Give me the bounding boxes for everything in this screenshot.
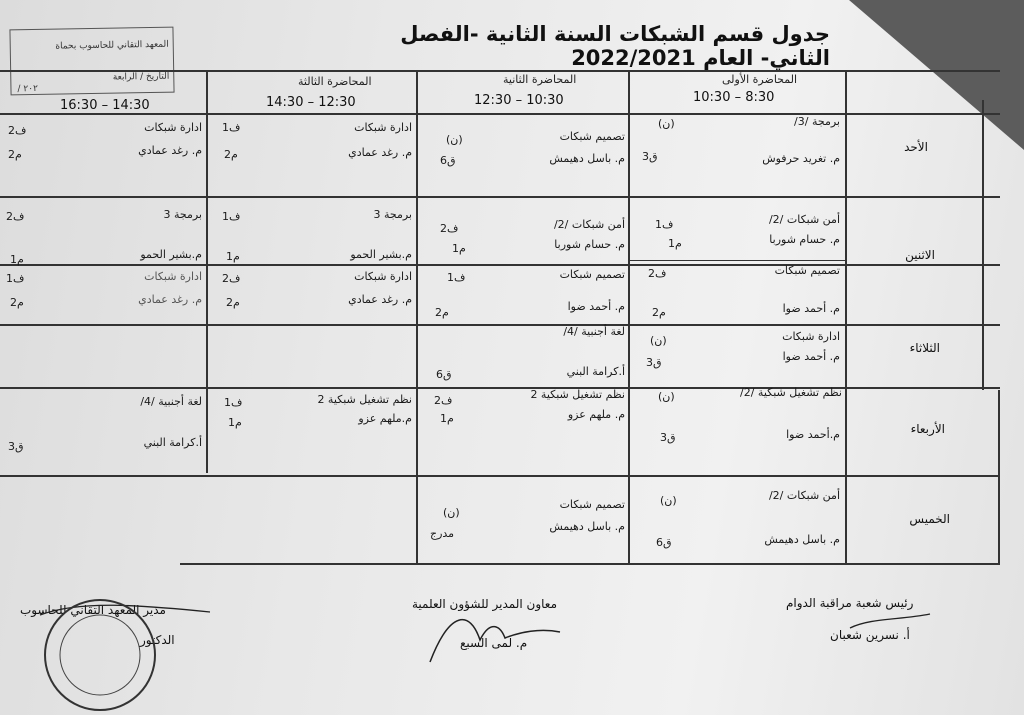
director-name: الدكتور — [140, 633, 175, 647]
teacher: م. أحمد ضوا — [567, 300, 625, 313]
teacher: م.أحمد ضوا — [786, 428, 840, 441]
group: ف2 — [6, 210, 25, 223]
director-title: مدير المعهد التقاني للحاسوب — [20, 603, 166, 617]
course: تصميم شبكات — [559, 130, 625, 143]
header-time-4: 16:30 – 14:30 — [60, 98, 150, 113]
deputy-director-title: معاون المدير للشؤون العلمية — [412, 597, 557, 611]
course: ادارة شبكات — [144, 121, 202, 134]
room: م1 — [10, 253, 24, 266]
tag: (ن) — [446, 133, 463, 146]
course: نظم تشغيل شبكية /2/ — [740, 386, 842, 399]
room: ق6 — [656, 536, 672, 549]
stamp-line-3: / ۲۰۲ — [17, 83, 38, 95]
room: م1 — [226, 250, 240, 263]
room: م2 — [652, 306, 666, 319]
group: ف1 — [222, 121, 241, 134]
teacher: م. رغد عمادي — [348, 293, 412, 306]
teacher: أ.كرامة البني — [566, 365, 625, 378]
tag: (ن) — [443, 506, 460, 519]
course: برمجة 3 — [373, 208, 412, 221]
teacher: م. رغد عمادي — [138, 293, 202, 306]
group: ف2 — [222, 272, 241, 285]
course: تصميم شبكات — [774, 264, 840, 277]
room: ق3 — [660, 431, 676, 444]
course: لغة أجنبية /4/ — [563, 325, 625, 338]
tag: (ن) — [658, 390, 675, 403]
stamp-line-1: المعهد التقاني للحاسوب بحماة — [55, 39, 169, 52]
teacher: م. باسل دهيمش — [549, 520, 625, 533]
course: تصميم شبكات — [559, 498, 625, 511]
teacher: أ.كرامة البني — [143, 436, 202, 449]
official-seal-icon — [45, 600, 155, 710]
group: ف1 — [447, 271, 466, 284]
header-time-3: 14:30 – 12:30 — [266, 95, 356, 110]
course: أمن شبكات /2/ — [553, 218, 625, 231]
teacher: م. رغد عمادي — [138, 144, 202, 157]
deputy-director-name: م. لمى السبع — [460, 636, 528, 650]
teacher: م. تغريد حرفوش — [762, 152, 840, 165]
teacher: م. أحمد ضوا — [782, 302, 840, 315]
course: ادارة شبكات — [782, 330, 840, 343]
page-title: جدول قسم الشبكات السنة الثانية -الفصل الثاني- العام 2022/2021 — [400, 22, 830, 70]
room: ق3 — [8, 440, 24, 453]
header-lecture-3: المحاضرة الثالثة — [298, 75, 372, 88]
room: ق6 — [436, 368, 452, 381]
day-thursday: الخميس — [909, 512, 950, 526]
institute-stamp-box — [9, 27, 174, 96]
official-seal-inner-ring — [60, 615, 140, 695]
room: م1 — [440, 412, 454, 425]
course: ادارة شبكات — [354, 270, 412, 283]
room: ق6 — [440, 154, 456, 167]
course: لغة أجنبية /4/ — [140, 395, 202, 408]
group: ف1 — [222, 210, 241, 223]
teacher: م. باسل دهيمش — [549, 152, 625, 165]
teacher: م.ملهم عزو — [358, 412, 412, 425]
deputy-signature-scribble — [430, 620, 560, 662]
room: م1 — [668, 237, 682, 250]
teacher: م. ملهم عزو — [567, 408, 625, 421]
group: ف2 — [8, 124, 27, 137]
room: م2 — [226, 296, 240, 309]
group: ف1 — [6, 272, 25, 285]
stamp-line-2: التاريخ / الرابعة — [112, 71, 170, 83]
day-sunday: الأحد — [904, 140, 928, 154]
attendance-signature-scribble — [850, 614, 930, 628]
room: ق3 — [642, 150, 658, 163]
room: ق3 — [646, 356, 662, 369]
course: أمن شبكات /2/ — [768, 489, 840, 502]
header-time-2: 12:30 – 10:30 — [474, 93, 564, 108]
teacher: م. باسل دهيمش — [764, 533, 840, 546]
day-tuesday: الثلاثاء — [909, 341, 940, 355]
teacher: م. حسام شوربا — [554, 238, 625, 251]
room: م2 — [8, 148, 22, 161]
group: ف2 — [434, 394, 453, 407]
course: نظم تشغيل شبكية 2 — [317, 393, 412, 406]
group: ف2 — [440, 222, 459, 235]
teacher: م.بشير الحمو — [140, 248, 202, 261]
room: م2 — [224, 148, 238, 161]
tag: (ن) — [660, 494, 677, 507]
teacher: م.بشير الحمو — [350, 248, 412, 261]
course: ادارة شبكات — [354, 121, 412, 134]
room: م1 — [452, 242, 466, 255]
course: ادارة شبكات — [144, 270, 202, 283]
group: ف2 — [648, 267, 667, 280]
course: برمجة /3/ — [794, 115, 840, 128]
room: مدرج — [430, 527, 455, 540]
attendance-head-title: رئيس شعبة مراقبة الدوام — [786, 596, 914, 610]
course: برمجة 3 — [163, 208, 202, 221]
room: م2 — [10, 296, 24, 309]
attendance-head-name: أ. نسرين شعبان — [830, 628, 910, 642]
room: م2 — [435, 306, 449, 319]
header-lecture-2: المحاضرة الثانية — [503, 73, 577, 86]
teacher: م. حسام شوربا — [769, 233, 840, 246]
teacher: م. أحمد ضوا — [782, 350, 840, 363]
day-wednesday: الأربعاء — [910, 422, 945, 436]
header-time-1: 10:30 – 8:30 — [693, 90, 775, 105]
header-lecture-1: المحاضرة الأولى — [722, 73, 798, 86]
course: تصميم شبكات — [559, 268, 625, 281]
signatures-and-seal — [0, 570, 1024, 715]
group: ف1 — [224, 396, 243, 409]
course: نظم تشغيل شبكية 2 — [530, 388, 625, 401]
group: ف1 — [655, 218, 674, 231]
room: م1 — [228, 416, 242, 429]
day-monday: الاثنين — [905, 248, 935, 262]
dark-corner — [849, 0, 1024, 150]
teacher: م. رغد عمادي — [348, 146, 412, 159]
course: أمن شبكات /2/ — [768, 213, 840, 226]
tag: (ن) — [658, 117, 675, 130]
tag: (ن) — [650, 334, 667, 347]
